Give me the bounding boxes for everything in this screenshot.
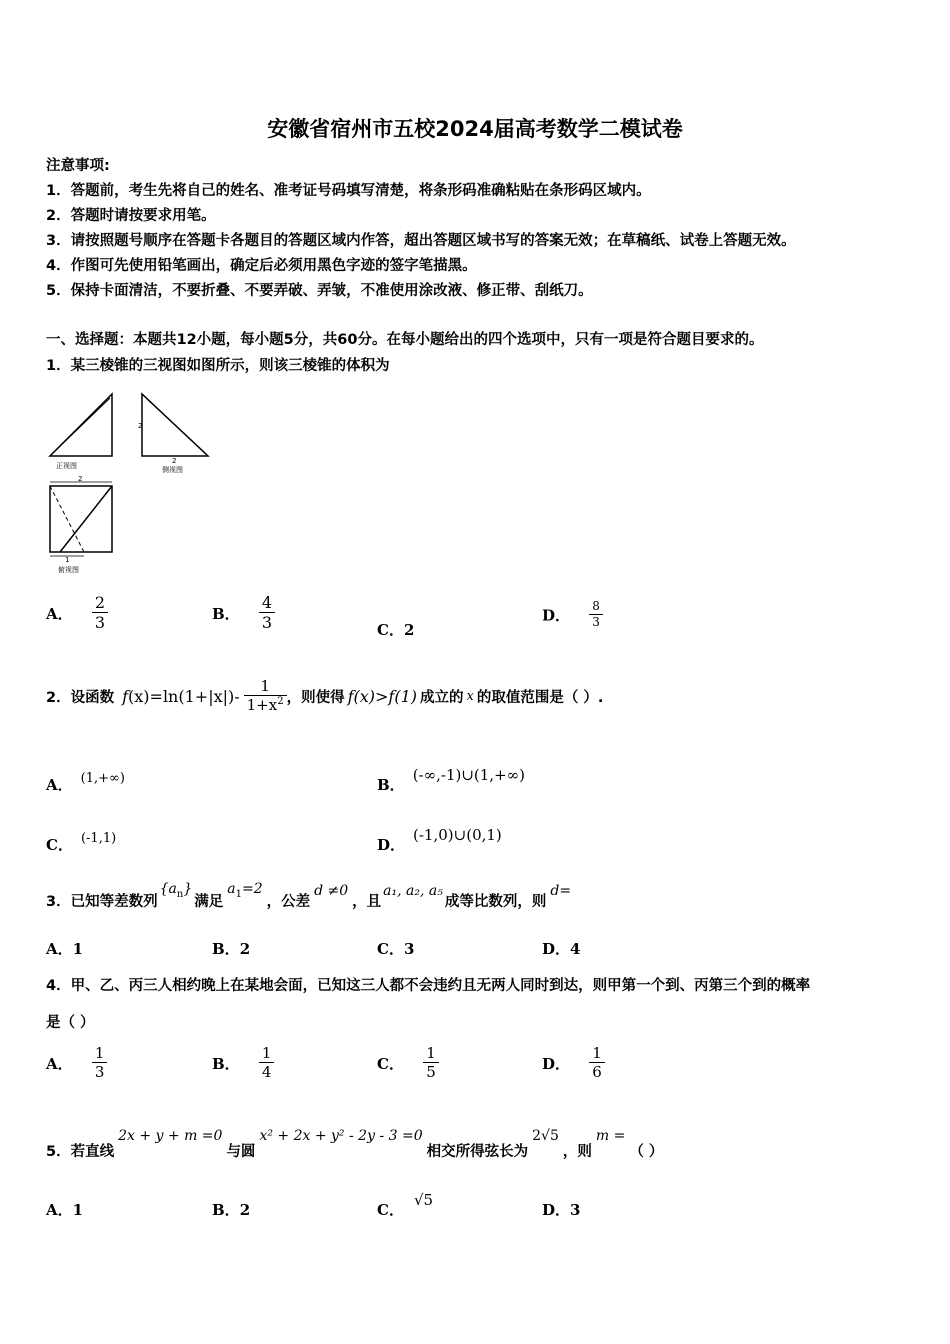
question-3-stem: 3．已知等差数列 $\{a_n\}$ 满足 $a_1=2$ ，公差 d ≠0 ，且 a₁, a₂, a₅ 成等比数列，则 d=	[46, 881, 572, 910]
fraction: $\frac{1}{6}$	[589, 1045, 605, 1082]
fraction: $\frac{1}{1+x^2}$	[244, 678, 287, 715]
sequence: $\{a_n\}$	[159, 881, 193, 900]
page-title: 安徽省宿州市五校2024届高考数学二模试卷	[267, 117, 683, 141]
option-value: 2	[403, 621, 415, 639]
fraction: $\frac{1}{3}$	[92, 1045, 108, 1082]
notice-heading: 注意事项:	[46, 158, 110, 174]
condition-a1: $a_1=2$	[227, 881, 263, 900]
side-height-label: 2	[138, 422, 143, 430]
top-bottom-label: 1	[65, 556, 70, 564]
q3-option-c[interactable]: C．3	[377, 940, 415, 958]
question-1-stem: 1．某三棱锥的三视图如图所示，则该三棱锥的体积为	[46, 358, 390, 374]
q2-option-b[interactable]	[377, 766, 525, 795]
q3-option-b[interactable]: B．2	[212, 940, 251, 958]
question-4-stem-line2: 是（ ）	[46, 1015, 95, 1031]
notice-item: 1．答题前，考生先将自己的姓名、准考证号码填写清楚，将条形码准确粘贴在条形码区域内。	[46, 183, 651, 199]
q4-option-c[interactable]: C． $\frac{1}{5}$	[377, 1045, 439, 1082]
top-width-label: 2	[78, 475, 83, 483]
chord-length: 2√5	[532, 1128, 559, 1144]
option-letter: B．	[377, 776, 405, 794]
option-letter: D．	[542, 606, 571, 625]
top-view	[50, 482, 112, 556]
option-value: (-1,1)	[80, 831, 117, 846]
q3-option-a[interactable]: A．1	[46, 940, 84, 958]
option-value: (1,+∞)	[80, 771, 125, 786]
q4-option-a[interactable]: A． $\frac{1}{3}$	[46, 1045, 107, 1082]
question-4-stem-line1: 4．甲、乙、丙三人相约晚上在某地会面，已知这三人都不会违约且无两人同时到达，则甲第一个到、丙第三个到的概率	[46, 978, 811, 994]
option-letter: C．	[377, 621, 404, 639]
circle-equation: x² + 2x + y² - 2y - 3 =0	[259, 1128, 423, 1144]
notice-item: 3．请按照题号顺序在答题卡各题目的答题区域内作答，超出答题区域书写的答案无效；在草稿纸、试卷上答题无效。	[46, 233, 796, 249]
fraction: $\frac{1}{5}$	[423, 1045, 439, 1082]
q5-option-c[interactable]: C．√5	[377, 1191, 434, 1219]
option-letter: C．	[46, 836, 73, 854]
notice-item: 4．作图可先使用铅笔画出，确定后必须用黑色字迹的签字笔描黑。	[46, 258, 477, 274]
option-letter: A．	[46, 605, 73, 624]
option-value: √5	[413, 1191, 434, 1209]
ask: d=	[550, 882, 572, 899]
option-letter: A．	[46, 776, 73, 794]
q1-option-a[interactable]	[46, 594, 108, 633]
fraction: $\frac{1}{4}$	[259, 1045, 275, 1082]
option-letter: B．	[212, 605, 240, 624]
q4-option-d[interactable]: D． $\frac{1}{6}$	[542, 1045, 605, 1082]
fraction: $\frac{4}{3}$	[259, 594, 275, 633]
q4-option-b[interactable]: B． $\frac{1}{4}$	[212, 1045, 274, 1082]
q1-option-d[interactable]	[542, 600, 603, 630]
q2-option-a[interactable]	[46, 771, 125, 795]
function-definition: f(x)=ln(1+|x|)-	[122, 687, 240, 706]
side-view-caption: 侧视图	[162, 466, 183, 474]
side-base-label: 2	[172, 457, 177, 465]
option-value: (-∞,-1)∪(1,+∞)	[412, 766, 525, 784]
q3-option-d[interactable]: D．4	[542, 940, 581, 958]
ask: m =	[595, 1128, 626, 1144]
side-view	[142, 394, 208, 456]
q1-option-c[interactable]	[377, 619, 414, 640]
front-view	[50, 394, 112, 456]
option-letter: D．	[377, 836, 406, 854]
notice-item: 2．答题时请按要求用笔。	[46, 208, 216, 224]
section-heading: 一、选择题：本题共12小题，每小题5分，共60分。在每小题给出的四个选项中，只有一项是符合题目要求的。	[46, 332, 764, 348]
q1-option-b[interactable]	[212, 594, 275, 633]
question-2-stem: 2．设函数 f(x)=ln(1+|x|)- $\frac{1}{1+x^2}$ ，则使得 f(x)>f(1) 成立的 x 的取值范围是（ ）.	[46, 677, 604, 715]
notice-item: 5．保持卡面清洁，不要折叠、不要弄破、弄皱，不准使用涂改液、修正带、刮纸刀。	[46, 283, 593, 299]
condition-d: d ≠0	[314, 882, 349, 899]
q5-option-a[interactable]: A．1	[46, 1201, 84, 1219]
q2-option-c[interactable]	[46, 831, 117, 855]
fraction: $\frac{2}{3}$	[92, 594, 108, 633]
q5-option-b[interactable]: B．2	[212, 1201, 251, 1219]
top-view-caption: 俯视图	[58, 566, 79, 574]
terms: a₁, a₂, a₅	[383, 882, 443, 899]
line-equation: 2x + y + m =0	[118, 1128, 223, 1144]
option-value: (-1,0)∪(0,1)	[413, 826, 502, 844]
fraction: $\frac{8}{3}$	[589, 600, 603, 630]
three-view-figure	[40, 388, 220, 578]
q2-option-d[interactable]	[377, 826, 502, 855]
inequality: f(x)>f(1)	[347, 687, 418, 706]
front-view-caption: 正视图	[56, 462, 77, 470]
question-5-stem: 5．若直线 2x + y + m =0 与圆 x² + 2x + y² - 2y - 3 =0 相交所得弦长为 2√5 ，则 m = （ ）	[46, 1128, 664, 1160]
q5-option-d[interactable]: D．3	[542, 1201, 581, 1219]
